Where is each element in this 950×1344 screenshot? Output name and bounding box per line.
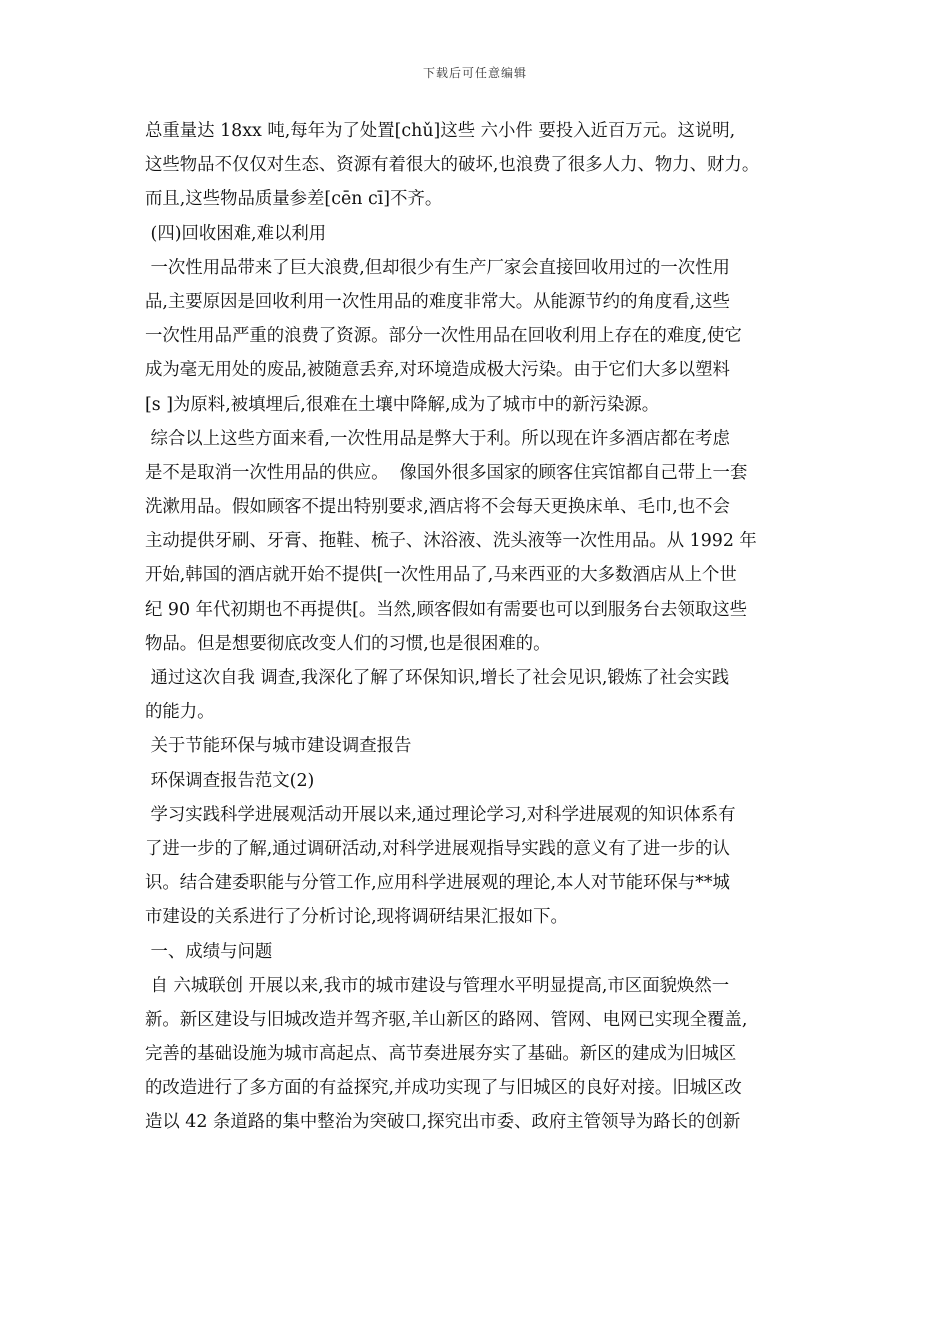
document-subtitle: 环保调查报告范文(2) xyxy=(145,770,315,791)
text-line: 是不是取消一次性用品的供应。 像国外很多国家的顾客住宾馆都自己带上一套 xyxy=(145,462,748,483)
text-line: 通过这次自我 调查,我深化了解了环保知识,增长了社会见识,锻炼了社会实践 xyxy=(145,668,730,688)
text-line: 这些物品不仅仅对生态、资源有着很大的破坏,也浪费了很多人力、物力、财力。 xyxy=(145,155,760,176)
section-heading: 一、成绩与问题 xyxy=(145,941,273,962)
text-line: 了进一步的了解,通过调研活动,对科学进展观指导实践的意义有了进一步的认 xyxy=(145,838,730,859)
text-line: [s ]为原料,被填埋后,很难在土壤中降解,成为了城市中的新污染源。 xyxy=(145,394,660,415)
text-line: 纪 90 年代初期也不再提供[。当然,顾客假如有需要也可以到服务台去领取这些 xyxy=(145,599,748,620)
text-line: 而且,这些物品质量参差[cēn cī]不齐。 xyxy=(145,189,443,210)
text-line: 识。结合建委职能与分管工作,应用科学进展观的理论,本人对节能环保与**城 xyxy=(145,873,730,894)
document-title: 关于节能环保与城市建设调查报告 xyxy=(145,736,412,757)
section-heading: (四)回收困难,难以利用 xyxy=(145,223,327,244)
text-line: 主动提供牙刷、牙膏、拖鞋、梳子、沐浴液、洗头液等一次性用品。从 1992 年 xyxy=(145,531,757,552)
text-line: 学习实践科学进展观活动开展以来,通过理论学习,对科学进展观的知识体系有 xyxy=(145,804,736,825)
page-header: 下载后可任意编辑 xyxy=(422,66,527,80)
text-line: 完善的基础设施为城市高起点、高节奏进展夯实了基础。新区的建成为旧城区 xyxy=(145,1044,737,1065)
text-line: 自 六城联创 开展以来,我市的城市建设与管理水平明显提高,市区面貌焕然一 xyxy=(145,975,730,996)
text-line: 开始,韩国的酒店就开始不提供[一次性用品了,马来西亚的大多数酒店从上个世 xyxy=(145,565,737,586)
text-line: 洗漱用品。假如顾客不提出特别要求,酒店将不会每天更换床单、毛巾,也不会 xyxy=(145,497,730,518)
text-line: 物品。但是想要彻底改变人们的习惯,也是很困难的。 xyxy=(145,633,551,654)
text-line: 造以 42 条道路的集中整治为突破口,探究出市委、政府主管领导为路长的创新 xyxy=(145,1112,741,1133)
text-line: 一次性用品严重的浪费了资源。部分一次性用品在回收利用上存在的难度,使它 xyxy=(145,326,742,347)
text-line: 的改造进行了多方面的有益探究,并成功实现了与旧城区的良好对接。旧城区改 xyxy=(145,1078,742,1099)
text-line: 品,主要原因是回收利用一次性用品的难度非常大。从能源节约的角度看,这些 xyxy=(145,291,730,312)
text-line: 市建设的关系进行了分析讨论,现将调研结果汇报如下。 xyxy=(145,907,568,928)
text-line: 成为毫无用处的废品,被随意丢弃,对环境造成极大污染。由于它们大多以塑料 xyxy=(145,360,730,381)
document-body xyxy=(145,114,820,1140)
text-line: 新。新区建设与旧城改造并驾齐驱,羊山新区的路网、管网、电网已实现全覆盖, xyxy=(145,1009,748,1030)
text-line: 综合以上这些方面来看,一次性用品是弊大于利。所以现在许多酒店都在考虑 xyxy=(145,428,730,449)
text-line: 的能力。 xyxy=(145,702,215,723)
text-line: 一次性用品带来了巨大浪费,但却很少有生产厂家会直接回收用过的一次性用 xyxy=(145,257,730,278)
text-line: 总重量达 18xx 吨,每年为了处置[chǔ]这些 六小件 要投入近百万元。这说明, xyxy=(145,121,736,141)
